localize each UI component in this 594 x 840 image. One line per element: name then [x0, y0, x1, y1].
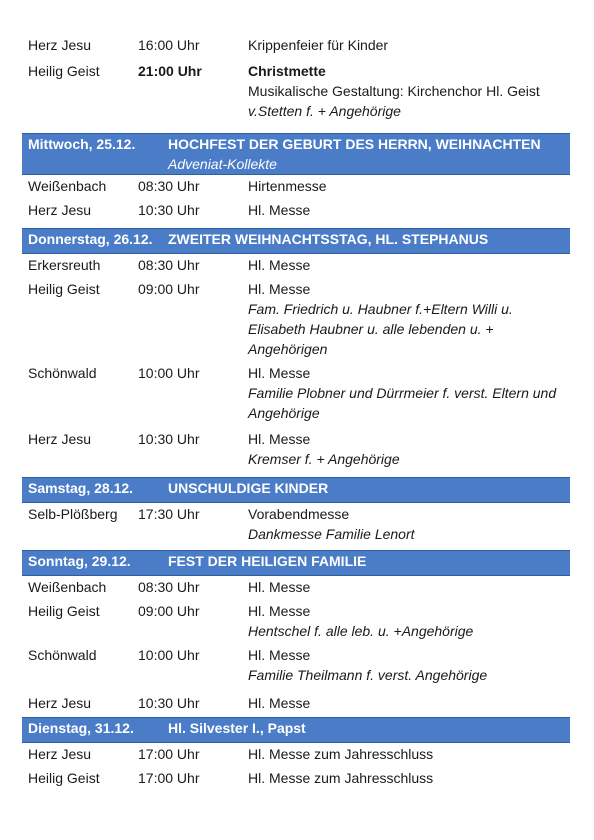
service-description: [248, 429, 568, 469]
service-type: Musikalische Gestaltung: Kirchenchor Hl. Geist: [248, 83, 540, 99]
location: Schönwald: [28, 647, 97, 663]
feast-title: HOCHFEST DER GEBURT DES HERRN, WEIHNACHTEN: [168, 136, 541, 152]
service-description: [248, 504, 568, 544]
location: Erkersreuth: [28, 257, 101, 273]
feast-title: UNSCHULDIGE KINDER: [168, 480, 329, 496]
service-description: [248, 577, 568, 597]
location: Selb-Plößberg: [28, 506, 118, 522]
service-time: 08:30 Uhr: [138, 257, 200, 273]
service-time: 10:00 Uhr: [138, 647, 200, 663]
service-row: [22, 255, 570, 275]
service-description: [248, 279, 568, 359]
service-description: [248, 35, 568, 55]
service-description: [248, 601, 568, 641]
mass-intention: Dankmesse Familie Lenort: [248, 526, 415, 542]
service-type: Hl. Messe: [248, 202, 311, 218]
service-type: Hl. Messe: [248, 647, 311, 663]
location: Herz Jesu: [28, 695, 92, 711]
service-row: [22, 744, 570, 764]
mass-intention: Elisabeth Haubner u. alle lebenden u. +: [248, 321, 494, 337]
service-row: [22, 61, 570, 121]
service-time: 16:00 Uhr: [138, 37, 200, 53]
service-description: [248, 645, 568, 685]
service-description: [248, 200, 568, 220]
service-type: Hl. Messe: [248, 257, 311, 273]
location: Schönwald: [28, 365, 97, 381]
location: Weißenbach: [28, 579, 107, 595]
service-time: 10:00 Uhr: [138, 365, 200, 381]
mass-intention: Hentschel f. alle leb. u. +Angehörige: [248, 623, 474, 639]
location: Weißenbach: [28, 178, 107, 194]
service-row: [22, 645, 570, 685]
service-type: Hl. Messe: [248, 281, 311, 297]
service-time: 17:00 Uhr: [138, 770, 200, 786]
location: Herz Jesu: [28, 202, 92, 218]
location: Herz Jesu: [28, 37, 92, 53]
feast-title: Hl. Silvester I., Papst: [168, 720, 306, 736]
service-time: 10:30 Uhr: [138, 431, 200, 447]
mass-intention: v.Stetten f. + Angehörige: [248, 103, 401, 119]
service-type: Vorabendmesse: [248, 506, 350, 522]
service-type: Hl. Messe: [248, 365, 311, 381]
mass-intention: Kremser f. + Angehörige: [248, 451, 400, 467]
service-description: [248, 693, 568, 713]
service-row: [22, 768, 570, 788]
mass-intention: Angehörige: [248, 405, 320, 421]
service-time: 10:30 Uhr: [138, 695, 200, 711]
day-date: Mittwoch, 25.12.: [28, 136, 136, 152]
location: Heilig Geist: [28, 281, 100, 297]
service-time: 09:00 Uhr: [138, 603, 200, 619]
location: Heilig Geist: [28, 63, 100, 79]
day-date: Dienstag, 31.12.: [28, 720, 134, 736]
schedule-table: [22, 35, 570, 792]
service-type: Hl. Messe: [248, 603, 311, 619]
service-description: [248, 255, 568, 275]
service-row: [22, 577, 570, 597]
mass-intention: Familie Theilmann f. verst. Angehörige: [248, 667, 488, 683]
mass-intention: Fam. Friedrich u. Haubner f.+Eltern Willi u.: [248, 301, 513, 317]
day-header: [22, 550, 570, 576]
day-date: Sonntag, 29.12.: [28, 553, 131, 569]
feast-title: ZWEITER WEIHNACHTSSTAG, HL. STEPHANUS: [168, 231, 489, 247]
day-header: [22, 717, 570, 743]
service-time: 08:30 Uhr: [138, 579, 200, 595]
day-date: Donnerstag, 26.12.: [28, 231, 153, 247]
service-description: [248, 61, 568, 121]
location: Herz Jesu: [28, 431, 92, 447]
service-time: 10:30 Uhr: [138, 202, 200, 218]
service-type: Christmette: [248, 63, 326, 79]
day-header: [22, 477, 570, 503]
service-description: [248, 176, 568, 196]
service-row: [22, 363, 570, 423]
location: Heilig Geist: [28, 770, 100, 786]
service-row: [22, 693, 570, 713]
service-description: [248, 363, 568, 423]
service-row: [22, 200, 570, 220]
location: Heilig Geist: [28, 603, 100, 619]
service-description: [248, 744, 568, 764]
service-row: [22, 35, 570, 55]
mass-intention: Familie Plobner und Dürrmeier f. verst. Eltern und: [248, 385, 557, 401]
service-description: [248, 768, 568, 788]
service-type: Hl. Messe: [248, 695, 311, 711]
day-date: Samstag, 28.12.: [28, 480, 134, 496]
service-type: Hl. Messe: [248, 431, 311, 447]
service-time: 08:30 Uhr: [138, 178, 200, 194]
service-type: Hl. Messe: [248, 579, 311, 595]
day-header: [22, 133, 570, 175]
service-row: [22, 279, 570, 359]
location: Herz Jesu: [28, 746, 92, 762]
service-time: 17:30 Uhr: [138, 506, 200, 522]
service-time: 21:00 Uhr: [138, 63, 202, 79]
service-type: Hl. Messe zum Jahresschluss: [248, 746, 434, 762]
service-row: [22, 176, 570, 196]
service-row: [22, 429, 570, 469]
service-time: 09:00 Uhr: [138, 281, 200, 297]
feast-title: FEST DER HEILIGEN FAMILIE: [168, 553, 367, 569]
service-type: Krippenfeier für Kinder: [248, 37, 389, 53]
service-row: [22, 601, 570, 641]
service-row: [22, 504, 570, 544]
service-type: Hl. Messe zum Jahresschluss: [248, 770, 434, 786]
day-header: [22, 228, 570, 254]
mass-intention: Angehörigen: [248, 341, 328, 357]
collection-note: Adveniat-Kollekte: [168, 156, 277, 172]
service-type: Hirtenmesse: [248, 178, 327, 194]
service-time: 17:00 Uhr: [138, 746, 200, 762]
